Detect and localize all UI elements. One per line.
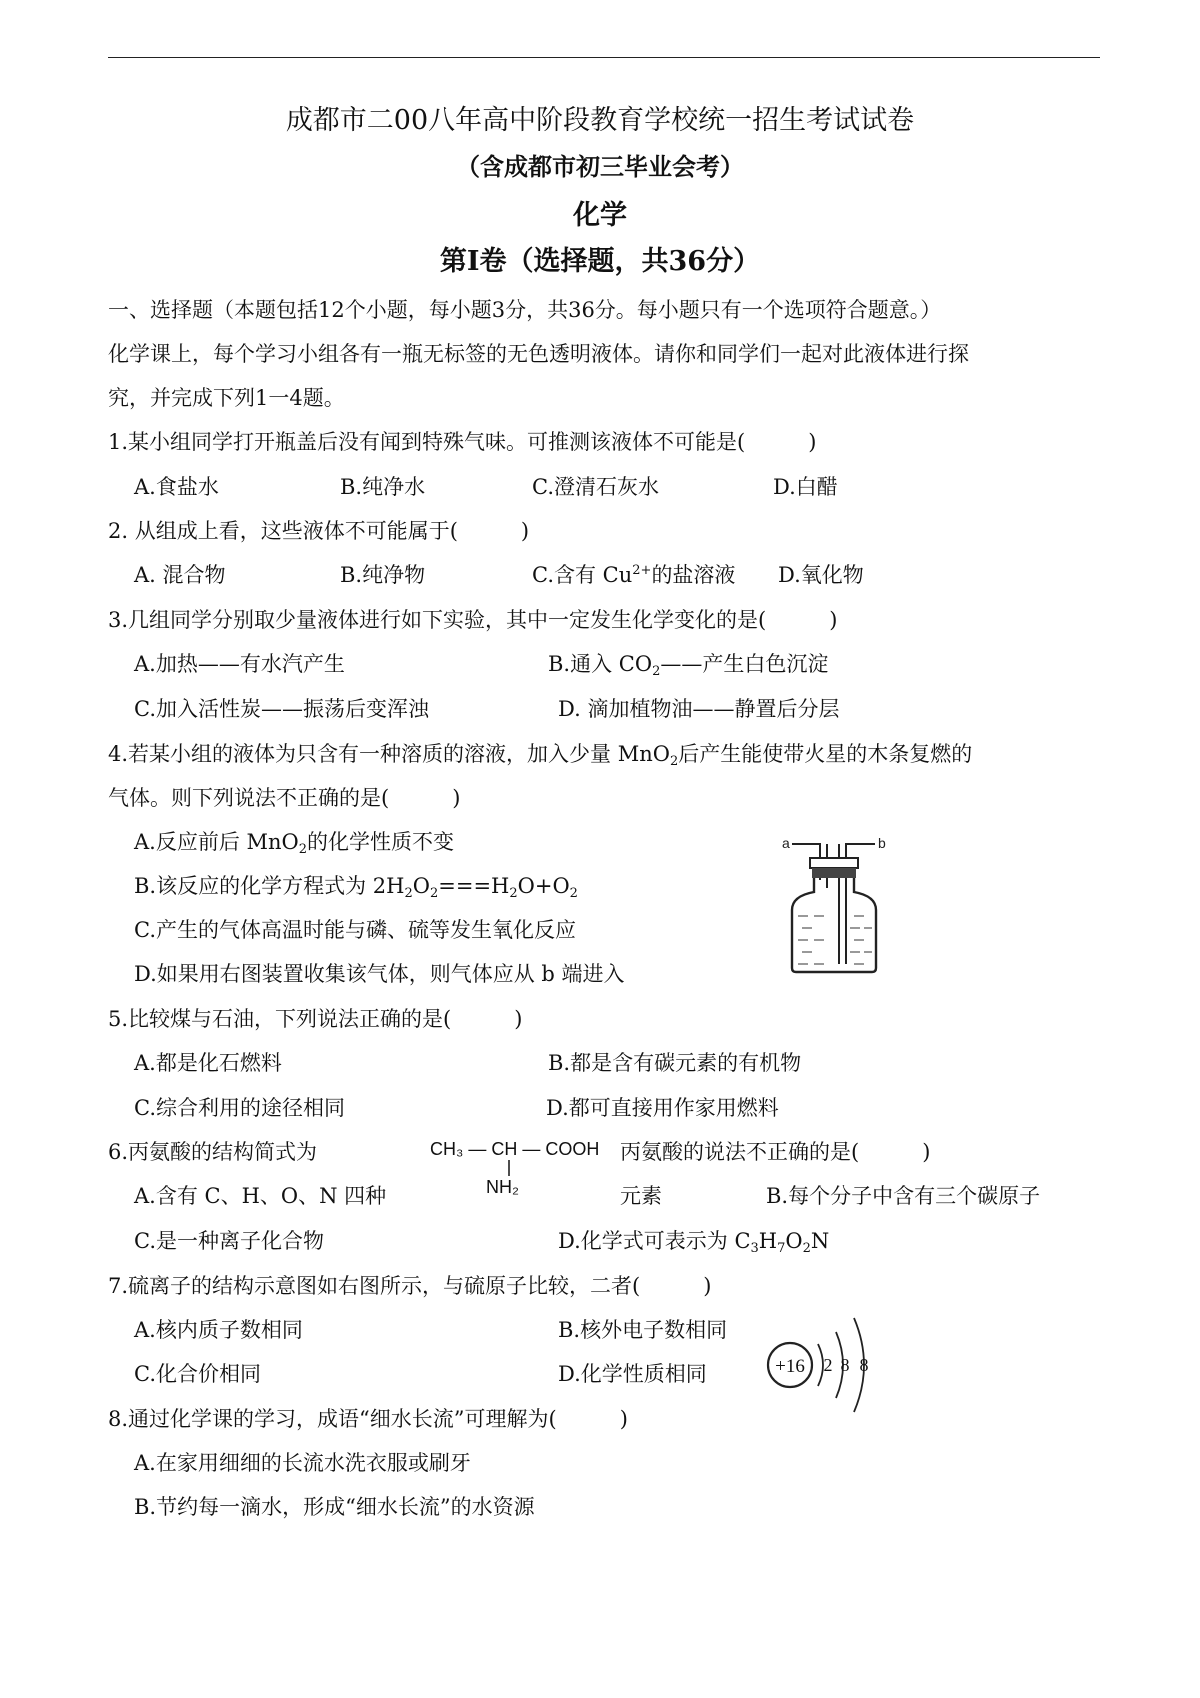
q5-option-d: D.都可直接用作家用燃料 [546,1096,779,1120]
q1-stem: 1.某小组同学打开瓶盖后没有闻到特殊气味。可推测该液体不可能是( ) [108,430,817,454]
q3-option-d: D. 滴加植物油——静置后分层 [558,697,840,721]
q4-option-b: B.该反应的化学方程式为 $2H_2O_2===H_2O+O_2$ [134,874,578,901]
q7-option-b: B.核外电子数相同 [558,1318,728,1342]
q7-option-c: C.化合价相同 [134,1362,261,1386]
top-rule [108,57,1100,58]
intro-line: 究，并完成下列1一4题。 [108,386,345,410]
q4-stem: 4.若某小组的液体为只含有一种溶质的溶液，加入少量 MnO$_2$后产生能使带火星的木条复燃的 [108,742,973,769]
q6-stem: 丙氨酸的说法不正确的是( ) [620,1140,931,1164]
stopper [810,858,858,868]
bottle [792,878,876,972]
figure-label-b: b [878,836,886,851]
q4-stem: 气体。则下列说法不正确的是( ) [108,786,461,810]
nucleus-charge: +16 [775,1356,805,1377]
q8-option-a: A.在家用细细的长流水洗衣服或刷牙 [134,1451,471,1475]
q3-option-a: A.加热——有水汽产生 [134,652,345,676]
q2-option-b: B.纯净物 [340,563,426,587]
q3-stem: 3.几组同学分别取少量液体进行如下实验，其中一定发生化学变化的是( ) [108,608,838,632]
q4-option-a: A.反应前后 MnO$_2$的化学性质不变 [134,830,455,857]
shell-electrons-1: 2 [823,1355,833,1375]
q1-option-a: A.食盐水 [134,475,219,499]
intro-line: 化学课上，每个学习小组各有一瓶无标签的无色透明液体。请你和同学们一起对此液体进行探 [108,342,969,366]
q2-option-c: C.含有 $Cu^{2+}$的盐溶液 [532,563,736,587]
q6-stem: 6.丙氨酸的结构简式为 [108,1140,318,1164]
q8-option-b: B.节约每一滴水，形成“细水长流”的水资源 [134,1495,535,1519]
q6-option-c: C.是一种离子化合物 [134,1229,324,1253]
q8-stem: 8.通过化学课的学习，成语“细水长流”可理解为( ) [108,1407,628,1431]
page-subtitle: （含成都市初三毕业会考） [456,152,744,181]
q6-option-b: B.每个分子中含有三个碳原子 [766,1184,1041,1208]
q2-option-d: D.氧化物 [778,563,864,587]
gas-bottle-figure [780,836,890,976]
subject-title: 化学 [573,200,627,231]
page-title: 成都市二00八年高中阶段教育学校统一招生考试试卷 [285,105,915,136]
instruction: 一、选择题（本题包括12个小题，每小题3分，共36分。每小题只有一个选项符合题意。） [108,298,942,322]
q7-option-d: D.化学性质相同 [558,1362,707,1386]
q5-stem: 5.比较煤与石油，下列说法正确的是( ) [108,1007,523,1031]
q7-stem: 7.硫离子的结构示意图如右图所示，与硫原子比较，二者( ) [108,1274,712,1298]
shell-electrons-3: 8 [859,1355,869,1375]
q6-option-a: A.含有 C、H、O、N 四种 [134,1184,387,1208]
section-title: 第Ⅰ卷（选择题，共36分） [439,246,761,277]
stopper-band [812,868,856,878]
q5-option-b: B.都是含有碳元素的有机物 [548,1051,802,1075]
q1-option-b: B.纯净水 [340,475,426,499]
q4-option-d: D.如果用右图装置收集该气体，则气体应从 b 端进入 [134,962,625,986]
q4-option-c: C.产生的气体高温时能与磷、硫等发生氧化反应 [134,918,576,942]
q5-option-c: C.综合利用的途径相同 [134,1096,345,1120]
shell-arc-1 [818,1344,823,1386]
q3-option-c: C.加入活性炭——振荡后变浑浊 [134,697,429,721]
q7-option-a: A.核内质子数相同 [134,1318,303,1342]
q1-option-d: D.白醋 [773,475,838,499]
structural-formula: CH₃ — CH — COOH [430,1139,600,1159]
q2-stem: 2. 从组成上看，这些液体不可能属于( ) [108,519,530,543]
liquid [798,916,872,964]
formula-nh2: NH₂ [486,1177,519,1197]
q6-option-a-cont: 元素 [620,1184,662,1208]
q6-option-d: D.化学式可表示为 $C_3H_7O_2N$ [558,1229,830,1256]
ion-structure-figure [762,1310,882,1420]
q1-option-c: C.澄清石灰水 [532,475,659,499]
q2-option-a: A. 混合物 [134,563,226,587]
q3-option-b: B.通入 $CO_2——$产生白色沉淀 [548,652,829,679]
shell-electrons-2: 8 [840,1355,850,1375]
q5-option-a: A.都是化石燃料 [134,1051,282,1075]
figure-label-a: a [782,836,790,851]
